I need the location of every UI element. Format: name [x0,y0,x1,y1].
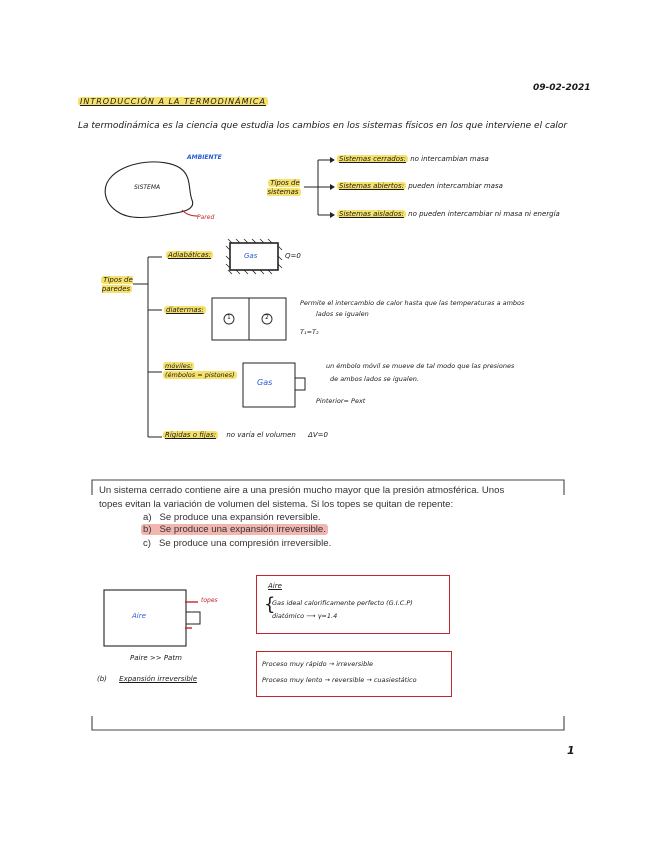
option-c-text: Se produce una compresión irreversible. [159,538,332,549]
air-note-title [268,582,282,590]
system-type-isolated [337,210,560,218]
system-types-label [264,179,304,197]
system-label: SISTEMA [134,184,161,191]
diathermic-desc-2: lados se igualen [316,310,369,318]
diathermic-c1: 1 [227,314,231,321]
diathermic-name-text: diatermas: [166,306,204,314]
air-note-title-text: Aire [268,582,282,590]
mobile-gas: Gas [257,378,273,387]
adiabatic-name [166,251,213,259]
question-text-2: topes evitan la variación de volumen del sistema. Si los topes se quitan de repente: [99,499,454,510]
adiabatic-eq: Q=0 [285,252,301,260]
option-b-letter: b) [143,524,152,535]
air-note-line2: diatómico ⟶ γ=1.4 [272,612,338,620]
system-type-open-desc: pueden intercambiar masa [408,182,503,190]
page-title-text: INTRODUCCIÓN A LA TERMODINÁMICA [80,97,266,106]
option-b [141,524,328,535]
mobile-name [163,362,237,380]
mobile-name-1: móviles: [165,362,193,370]
diathermic-c2: 2 [265,314,269,321]
answer-topes: topes [201,597,218,604]
system-type-isolated-desc: no pueden intercambiar ni masa ni energía [408,210,560,218]
mobile-desc-2: de ambos lados se igualen. [330,375,419,383]
diathermic-name [164,306,206,314]
rigid-name: Rígidas o fijas: [165,431,217,439]
mobile-name-2: (émbolos = pistones) [165,371,235,379]
option-b-text: Se produce una expansión irreversible. [159,524,326,535]
definition: La termodinámica es la ciencia que estudia los cambios en los sistemas físicos en los que interviene el calor [78,121,568,131]
option-c-letter: c) [143,538,151,549]
rigid-eq: ΔV=0 [308,431,329,439]
answer-letter: (b) [97,675,107,683]
ambient-label: AMBIENTE [187,154,222,161]
question-text-1: Un sistema cerrado contiene aire a una presión mucho mayor que la presión atmosférica. Unos [99,485,505,496]
question-frame-bottom [92,716,564,730]
answer-piston [186,612,200,624]
answer-text: Expansión irreversible [119,675,198,683]
process-note-box [256,651,452,697]
wall-label: Pared [197,214,215,221]
wall-types-label-text: Tipos de paredes [101,276,133,293]
mobile-eq: Pinterior= Pext [316,397,366,405]
rigid-row [163,431,328,439]
option-a [143,512,321,523]
process-note-line2: Proceso muy lento → reversible → cuasiestático [262,676,417,684]
system-type-open [337,182,503,190]
rigid-desc: no varía el volumen [226,431,296,439]
adiabatic-gas: Gas [244,252,258,260]
date: 09-02-2021 [533,83,591,93]
answer-result [97,675,197,683]
system-types-label-text: Tipos de sistemas [267,179,300,196]
page-number: 1 [567,744,575,757]
process-note-line1: Proceso muy rápido → irreversible [262,660,373,668]
system-type-closed [337,155,489,163]
air-note-brace: { [264,594,276,615]
system-type-closed-desc: no intercambian masa [410,155,489,163]
system-type-isolated-name: Sistemas aislados: [339,210,404,218]
option-a-text: Se produce una expansión reversible. [159,512,321,523]
system-type-closed-name: Sistemas cerrados: [339,155,406,163]
adiabatic-name-text: Adiabáticas: [168,251,212,259]
option-b-highlight [141,524,328,535]
option-c [143,538,331,549]
wall-types-tree [133,257,162,437]
mobile-desc-1: un émbolo móvil se mueve de tal modo que las presiones [326,362,515,370]
air-note-line1: Gas ideal calorificamente perfecto (G.I.C.P) [272,599,413,607]
system-types-bracket [304,160,330,215]
diathermic-eq: T₁=T₂ [300,328,319,336]
answer-pressure: Paire >> Patm [130,654,182,662]
piston-rod [295,378,305,390]
diathermic-desc-1: Permite el intercambio de calor hasta que las temperaturas a ambos [300,299,525,307]
wall-types-label [99,276,135,294]
answer-gas: Aire [132,612,146,620]
system-type-open-name: Sistemas abiertos: [339,182,404,190]
option-a-letter: a) [143,512,152,523]
